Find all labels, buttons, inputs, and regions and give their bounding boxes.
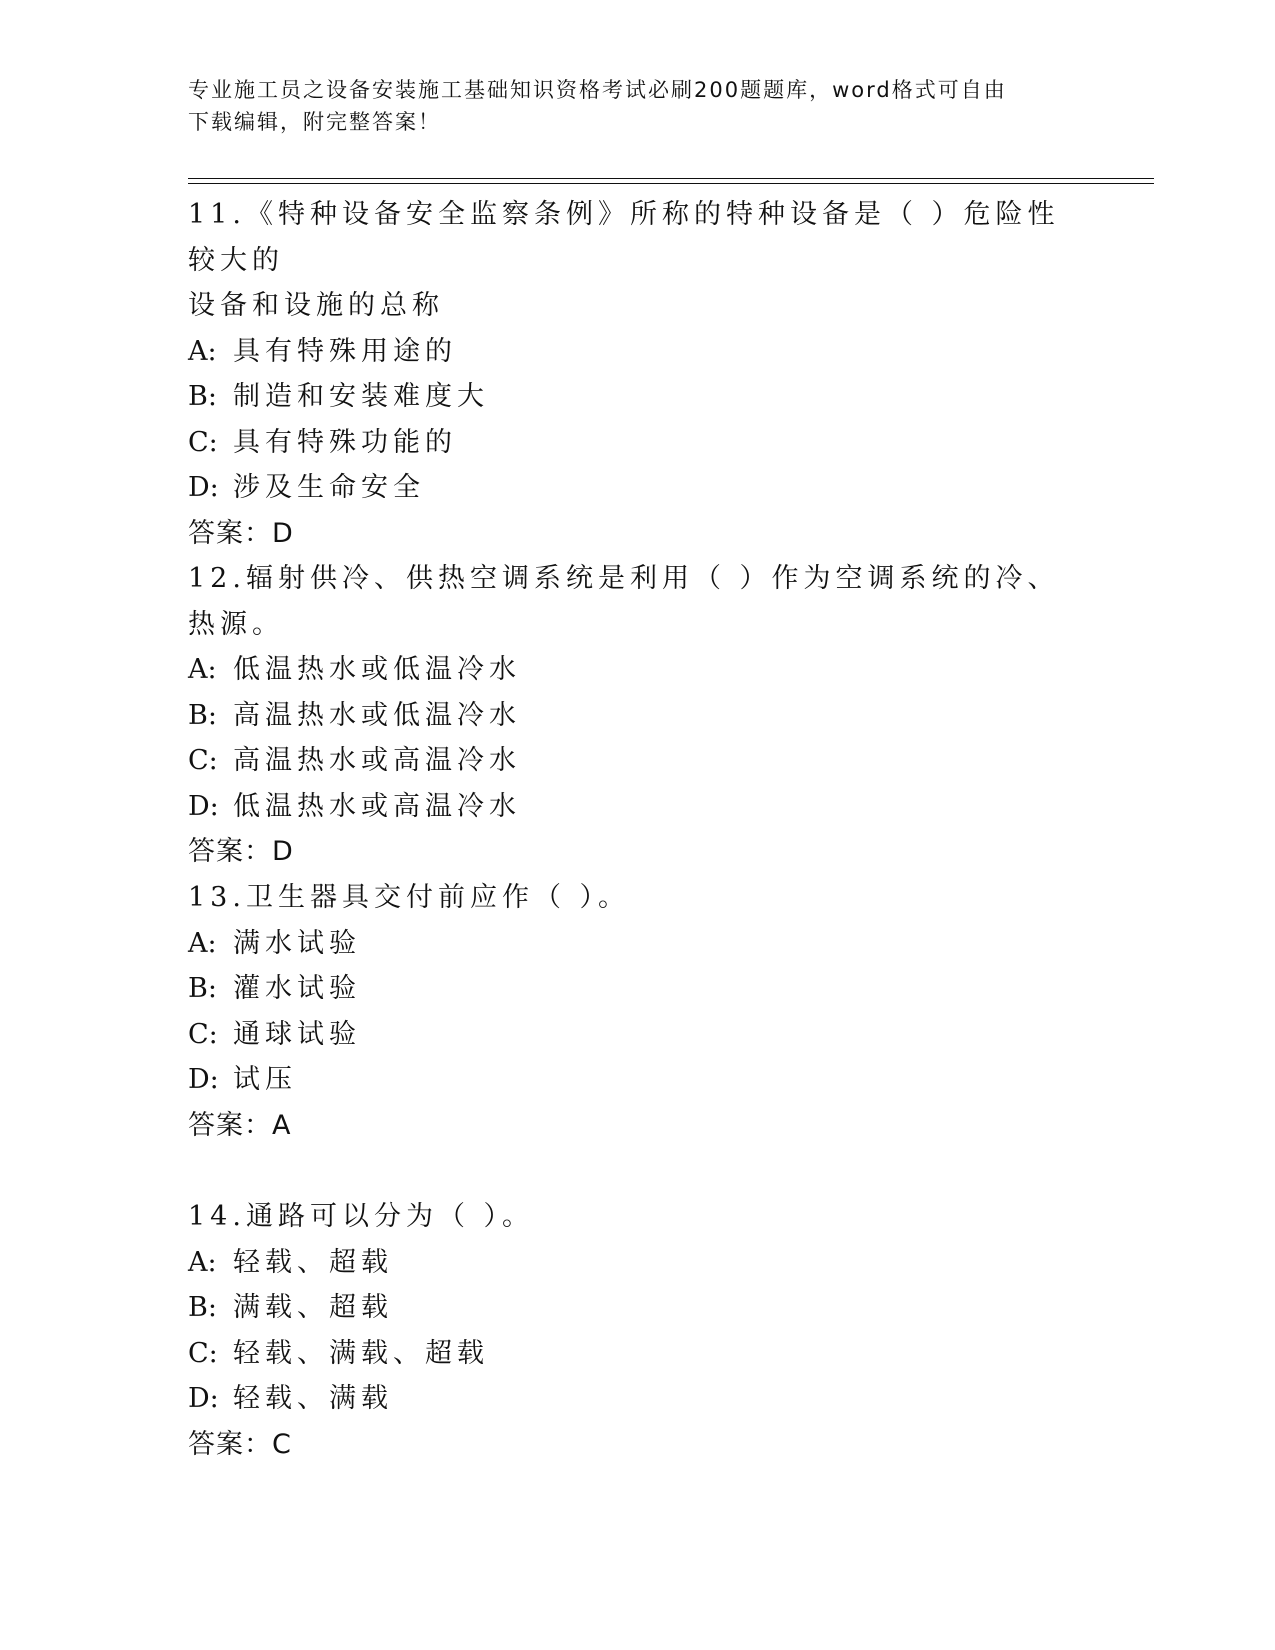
option-letter: A: [188,1246,217,1278]
answer-line: 答案：D [188,517,294,549]
header-line-1: 专业施工员之设备安装施工基础知识资格考试必刷200题题库，word格式可自由 [188,78,1007,102]
option-letter: C: [188,1337,218,1369]
option-text: 轻载、满载、超载 [233,1337,489,1369]
header-divider-top [188,178,1154,179]
option-c [188,1012,1088,1058]
option-d [188,1057,1088,1103]
answer-line: 答案：C [188,1428,292,1460]
header-line-2: 下载编辑，附完整答案！ [188,110,441,134]
option-d [188,1376,1088,1422]
option-text: 灌水试验 [233,973,361,1004]
document-header [188,74,1068,138]
option-letter: C: [188,426,218,458]
option-text: 轻载、超载 [233,1246,393,1278]
option-d [188,465,1088,511]
answer-line: 答案：D [188,836,294,867]
option-text: 高温热水或低温冷水 [233,699,521,731]
option-letter: B: [188,1292,217,1323]
option-a [188,329,1088,375]
question-14 [188,1194,1088,1467]
option-a [188,647,1088,693]
option-text: 涉及生命安全 [233,472,425,503]
option-c [188,738,1088,784]
option-letter: C: [188,745,218,776]
option-c [188,1331,1088,1377]
question-stem: 14.通路可以分为（ ）。 [188,1201,535,1232]
question-13 [188,875,1088,1148]
option-letter: D: [188,472,219,503]
answer-line: 答案：A [188,1109,292,1141]
option-text: 具有特殊功能的 [233,426,457,458]
option-text: 试压 [233,1064,297,1095]
option-letter: A: [188,335,217,367]
option-text: 通球试验 [233,1018,361,1050]
question-stem-continued: 设备和设施的总称 [188,290,444,321]
option-text: 满载、超载 [233,1292,393,1323]
option-b [188,374,1088,420]
option-text: 低温热水或低温冷水 [233,654,521,685]
option-letter: B: [188,973,217,1004]
option-d [188,784,1088,830]
option-a [188,1240,1088,1286]
option-letter: A: [188,927,217,959]
header-divider-bottom [188,183,1154,184]
option-text: 低温热水或高温冷水 [233,790,521,822]
option-a [188,921,1088,967]
option-text: 具有特殊用途的 [233,335,457,367]
option-text: 制造和安装难度大 [233,381,489,412]
option-letter: D: [188,790,219,822]
option-text: 轻载、满载 [233,1383,393,1414]
option-letter: C: [188,1018,218,1050]
option-b [188,693,1088,739]
option-b [188,966,1088,1012]
option-text: 满水试验 [233,927,361,959]
option-letter: B: [188,381,217,412]
question-stem: 12.辐射供冷、供热空调系统是利用（ ）作为空调系统的冷、热源。 [188,563,1060,640]
question-12 [188,556,1088,875]
option-letter: D: [188,1064,219,1095]
option-text: 高温热水或高温冷水 [233,745,521,776]
question-stem: 13.卫生器具交付前应作（ ）。 [188,882,631,913]
question-stem: 11.《特种设备安全监察条例》所称的特种设备是（ ）危险性较大的 [188,199,1060,276]
option-letter: D: [188,1383,219,1414]
option-c [188,420,1088,466]
option-b [188,1285,1088,1331]
question-11 [188,192,1088,556]
option-letter: A: [188,654,217,685]
option-letter: B: [188,699,217,731]
